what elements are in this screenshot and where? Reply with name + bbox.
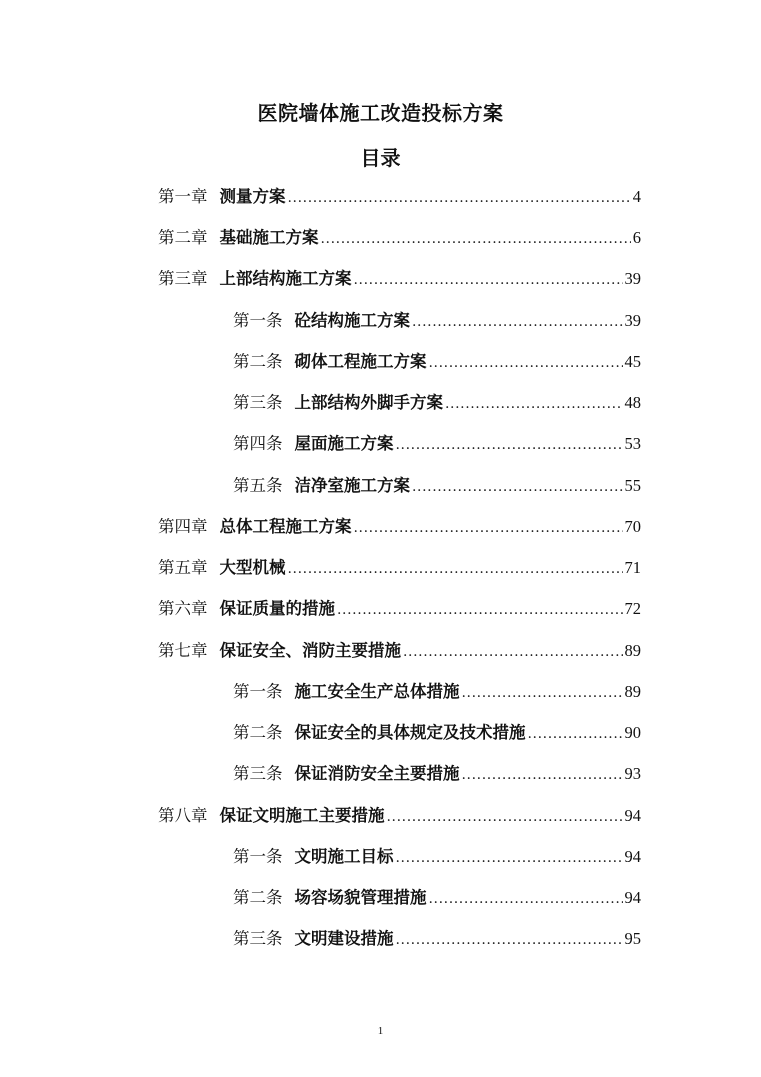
toc-dot-leader: [462, 678, 623, 708]
toc-entry[interactable]: [158, 553, 641, 583]
toc-dot-leader: [462, 760, 623, 790]
toc-entry[interactable]: [158, 594, 641, 624]
toc-dot-leader: [354, 513, 623, 543]
toc-entry-title: 上部结构施工方案: [219, 269, 352, 288]
toc-entry[interactable]: [158, 636, 641, 666]
toc-entry-page: 93: [624, 764, 641, 783]
toc-entry[interactable]: [158, 182, 641, 212]
toc-dot-leader: [396, 843, 623, 873]
toc-entry-page: 90: [624, 723, 641, 742]
toc-entry-title: 文明建设措施: [294, 929, 394, 948]
toc-entry-number: 第三条: [233, 929, 283, 948]
toc-entry-page: 71: [624, 558, 641, 577]
toc-dot-leader: [288, 183, 631, 213]
toc-entry-number: 第八章: [158, 806, 208, 825]
toc-entry-page: 55: [624, 476, 641, 495]
toc-entry[interactable]: [233, 883, 641, 913]
toc-entry-page: 94: [624, 847, 641, 866]
toc-entry[interactable]: [233, 677, 641, 707]
toc-entry[interactable]: [233, 759, 641, 789]
toc-entry-title: 保证质量的措施: [219, 599, 335, 618]
toc-dot-leader: [387, 802, 623, 832]
toc-entry-title: 砼结构施工方案: [294, 311, 410, 330]
toc-entry-page: 6: [632, 228, 641, 247]
toc-entry[interactable]: [233, 306, 641, 336]
toc-entry[interactable]: [158, 512, 641, 542]
toc-entry-title: 总体工程施工方案: [219, 517, 352, 536]
toc-entry-title: 保证安全的具体规定及技术措施: [294, 723, 526, 742]
toc-entry-title: 场容场貌管理措施: [294, 888, 427, 907]
toc-entry-title: 基础施工方案: [219, 228, 319, 247]
toc-dot-leader: [412, 472, 623, 502]
toc-entry-number: 第五条: [233, 476, 283, 495]
toc-dot-leader: [429, 884, 623, 914]
toc-entry-number: 第二条: [233, 723, 283, 742]
toc-entry-number: 第一条: [233, 682, 283, 701]
toc-entry-page: 95: [624, 929, 641, 948]
toc-dot-leader: [528, 719, 623, 749]
toc-entry-page: 53: [624, 434, 641, 453]
toc-entry-number: 第一章: [158, 187, 208, 206]
toc-entry-page: 89: [624, 682, 641, 701]
toc-entry-title: 施工安全生产总体措施: [294, 682, 460, 701]
toc-entry[interactable]: [233, 388, 641, 418]
toc-dot-leader: [337, 595, 623, 625]
toc-entry-title: 大型机械: [219, 558, 286, 577]
toc-entry-page: 94: [624, 888, 641, 907]
toc-dot-leader: [429, 348, 623, 378]
toc-entry-page: 39: [624, 311, 641, 330]
toc-entry-page: 94: [624, 806, 641, 825]
toc-dot-leader: [412, 307, 623, 337]
toc-entry[interactable]: [158, 801, 641, 831]
toc-entry-page: 39: [624, 269, 641, 288]
toc-entry[interactable]: [233, 429, 641, 459]
toc-entry-number: 第五章: [158, 558, 208, 577]
toc-entry-title: 文明施工目标: [294, 847, 394, 866]
toc-entry-title: 测量方案: [219, 187, 286, 206]
toc-entry-number: 第六章: [158, 599, 208, 618]
toc-entry[interactable]: [233, 347, 641, 377]
toc-entry-title: 洁净室施工方案: [294, 476, 410, 495]
toc-entry-page: 70: [624, 517, 641, 536]
toc-entry-number: 第二章: [158, 228, 208, 247]
toc-entry[interactable]: [233, 842, 641, 872]
toc-entry-title: 保证安全、消防主要措施: [219, 641, 401, 660]
toc-entry-page: 48: [624, 393, 641, 412]
toc-heading: 目录: [360, 146, 401, 170]
toc-entry-title: 屋面施工方案: [294, 434, 394, 453]
toc-entry-number: 第三条: [233, 764, 283, 783]
toc-entry-number: 第四章: [158, 517, 208, 536]
toc-entry[interactable]: [158, 264, 641, 294]
toc-dot-leader: [445, 389, 623, 419]
toc-entry-title: 保证文明施工主要措施: [219, 806, 385, 825]
toc-entry-page: 4: [632, 187, 641, 206]
toc-entry-title: 上部结构外脚手方案: [294, 393, 443, 412]
toc-dot-leader: [396, 430, 623, 460]
toc-entry-number: 第二条: [233, 888, 283, 907]
toc-entry-page: 45: [624, 352, 641, 371]
toc-entry[interactable]: [158, 223, 641, 253]
toc-entry-number: 第七章: [158, 641, 208, 660]
toc-entry-page: 89: [624, 641, 641, 660]
toc-entry[interactable]: [233, 718, 641, 748]
page-number: 1: [377, 1025, 384, 1037]
toc-entry[interactable]: [233, 471, 641, 501]
toc-dot-leader: [321, 224, 631, 254]
toc-dot-leader: [396, 925, 623, 955]
toc-entry-number: 第三条: [233, 393, 283, 412]
toc-entry-number: 第一条: [233, 847, 283, 866]
document-title: 医院墙体施工改造投标方案: [257, 101, 504, 125]
toc-entry-number: 第一条: [233, 311, 283, 330]
toc-entry-number: 第四条: [233, 434, 283, 453]
toc-entry-number: 第二条: [233, 352, 283, 371]
toc-entry-number: 第三章: [158, 269, 208, 288]
toc-entry-page: 72: [624, 599, 641, 618]
toc-dot-leader: [354, 265, 623, 295]
toc-entry-title: 砌体工程施工方案: [294, 352, 427, 371]
toc-entry-title: 保证消防安全主要措施: [294, 764, 460, 783]
toc-dot-leader: [288, 554, 623, 584]
toc-entry[interactable]: [233, 924, 641, 954]
toc-dot-leader: [403, 637, 623, 667]
